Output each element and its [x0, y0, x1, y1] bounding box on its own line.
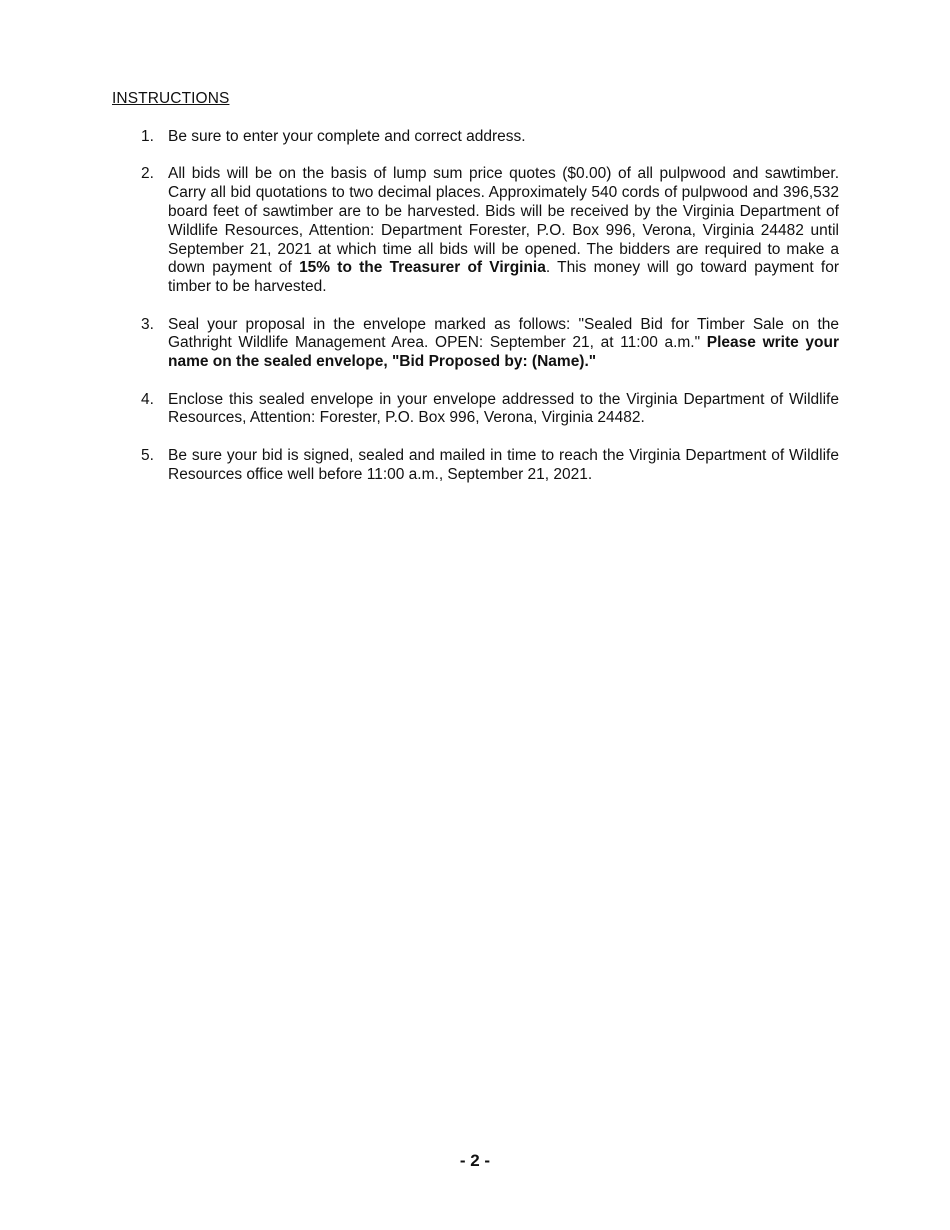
item-number: 3.: [141, 315, 154, 333]
item-text: Enclose this sealed envelope in your envelope addressed to the Virginia Department of Wildlife Resources, Attention: Forester, P.O. Box 996, Verona, Virginia 24482.: [168, 390, 839, 427]
item-number: 1.: [141, 128, 154, 145]
item-text-bold: Please write your name on the sealed envelope, "Bid Proposed by: (Name).": [168, 334, 839, 371]
item-text-after: . This money will go toward payment for timber to be harvested.: [168, 259, 839, 296]
page-number: - 2 -: [459, 1151, 491, 1170]
item-number: 2.: [141, 165, 154, 183]
list-item: [112, 316, 839, 372]
list-item: [112, 165, 839, 297]
item-text: Be sure to enter your complete and correct address.: [168, 128, 526, 145]
item-text-before: All bids will be on the basis of lump sum price quotes ($0.00) of all pulpwood and sawtimber. Carry all bid quotations to two decimal places. Approximately 540 cords of pulpwood and 396,532 board feet of sawtimber are to be harvested. Bids will be received by the Virginia Department of Wildlife Resources, Attention: Department Forester, P.O. Box 996, Verona, Virginia 24482 until September 21, 2021 at which time all bids will be opened. The bidders are required to make a down payment of: [168, 165, 839, 277]
item-text-bold: 15% to the Treasurer of Virginia: [299, 259, 546, 277]
list-item: [112, 391, 839, 429]
item-text: [168, 165, 839, 297]
item-number: 4.: [141, 390, 154, 408]
item-text-before: Seal your proposal in the envelope marked as follows: "Sealed Bid for Timber Sale on the Gathright Wildlife Management Area. OPEN: September 21, at 11:00 a.m.": [168, 315, 839, 352]
item-number: 5.: [141, 446, 154, 464]
list-item: [112, 447, 839, 485]
item-text: [168, 316, 839, 372]
item-text: Be sure your bid is signed, sealed and mailed in time to reach the Virginia Department of Wildlife Resources office well before 11:00 a.m., September 21, 2021.: [168, 446, 839, 483]
list-item: [112, 128, 839, 147]
instructions-heading: INSTRUCTIONS: [112, 90, 230, 107]
instructions-list: [112, 128, 839, 503]
